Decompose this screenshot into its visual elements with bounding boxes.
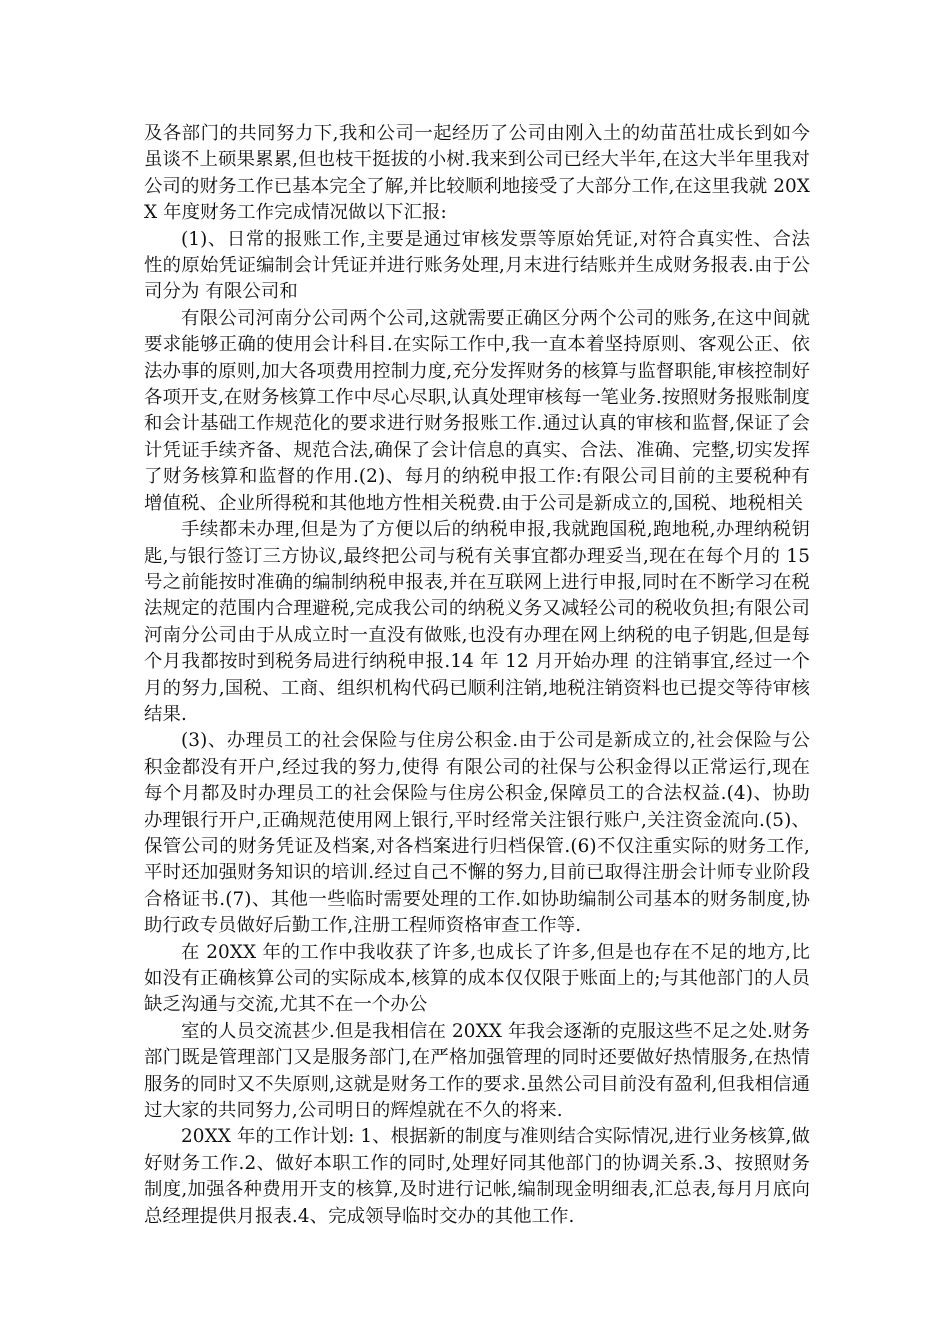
paragraph-social-insurance: (3)、办理员工的社会保险与住房公积金.由于公司是新成立的,社会保险与公积金都没有开户,经过我的努力,使得 有限公司的社保与公积金得以正常运行,现在每个月都及时办理员工的社会保险与住房公积金,保障员工的合法权益.(4)、协助办理银行开户,正确规范使用网上银行,平时经常关注银行账户,关注资金流向.(5)、保管公司的财务凭证及档案,对各档案进行归档保管.(6)不仅注重实际的财务工作,平时还加强财务知识的培训.经过自己不懈的努力,目前已取得注册会计师专业阶段合格证书.(7)、其他一些临时需要处理的工作.如协助编制公司基本的财务制度,协助行政专员做好后勤工作,注册工程师资格审查工作等. — [144, 730, 810, 937]
paragraph-improvement: 室的人员交流甚少.但是我相信在 20XX 年我会逐渐的克服这些不足之处.财务部门既是管理部门又是服务部门,在严格加强管理的同时还要做好热情服务,在热情服务的同时又不失原则,这就是财务工作的要求.虽然公司目前没有盈利,但我相信通过大家的共同努力,公司明日的辉煌就在不久的将来. — [144, 1020, 810, 1122]
paragraph-branch-accounts: 有限公司河南分公司两个公司,这就需要正确区分两个公司的账务,在这中间就要求能够正确的使用会计科目.在实际工作中,我一直本着坚持原则、客观公正、依法办事的原则,加大各项费用控制力度,充分发挥财务的核算与监督职能,审核控制好各项开支,在财务核算工作中尽心尽职,认真处理审核每一笔业务.按照财务报账制度和会计基础工作规范化的要求进行财务报账工作.通过认真的审核和监督,保证了会计凭证手续齐备、规范合法,确保了会计信息的真实、合法、准确、完整,切实发挥了财务核算和监督的作用.(2)、每月的纳税申报工作:有限公司目前的主要税种有增值税、企业所得税和其他地方性相关税费.由于公司是新成立的,国税、地税相关 — [144, 307, 810, 514]
paragraph-work-plan: 20XX 年的工作计划: 1、根据新的制度与准则结合实际情况,进行业务核算,做好财务工作.2、做好本职工作的同时,处理好同其他部门的协调关系.3、按照财务制度,加强各种费用开支的核算,及时进行记帐,编制现金明细表,汇总表,每月月底向总经理提供月报表.4、完成领导临时交办的其他工作. — [144, 1126, 810, 1227]
paragraph-intro: 及各部门的共同努力下,我和公司一起经历了公司由刚入土的幼苗茁壮成长到如今虽谈不上硕果累累,但也枝干挺拔的小树.我来到公司已经大半年,在这大半年里我对公司的财务工作已基本完全了解,并比较顺利地接受了大部分工作,在这里我就 20XX 年度财务工作完成情况做以下汇报: — [144, 123, 810, 224]
document-body — [144, 121, 810, 1230]
paragraph-reimbursement: (1)、日常的报账工作,主要是通过审核发票等原始凭证,对符合真实性、合法性的原始凭证编制会计凭证并进行账务处理,月末进行结账并生成财务报表.由于公司分为 有限公司和 — [144, 228, 810, 303]
paragraph-tax-filing: 手续都未办理,但是为了方便以后的纳税申报,我就跑国税,跑地税,办理纳税钥匙,与银行签订三方协议,最终把公司与税有关事宜都办理妥当,现在在每个月的 15 号之前能按时准确的编制纳税申报表,并在互联网上进行申报,同时在不断学习在税法规定的范围内合理避税,完成我公司的纳税义务又减轻公司的税收负担;有限公司河南分公司由于从成立时一直没有做账,也没有办理在网上纳税的电子钥匙,但是每个月我都按时到税务局进行纳税申报.14 年 12 月开始办理 的注销事宜,经过一个月的努力,国税、工商、组织机构代码已顺利注销,地税注销资料也已提交等待审核结果. — [144, 519, 810, 725]
paragraph-shortcomings: 在 20XX 年的工作中我收获了许多,也成长了许多,但是也存在不足的地方,比如没有正确核算公司的实际成本,核算的成本仅仅限于账面上的;与其他部门的人员缺乏沟通与交流,尤其不在一个办公 — [144, 941, 810, 1016]
